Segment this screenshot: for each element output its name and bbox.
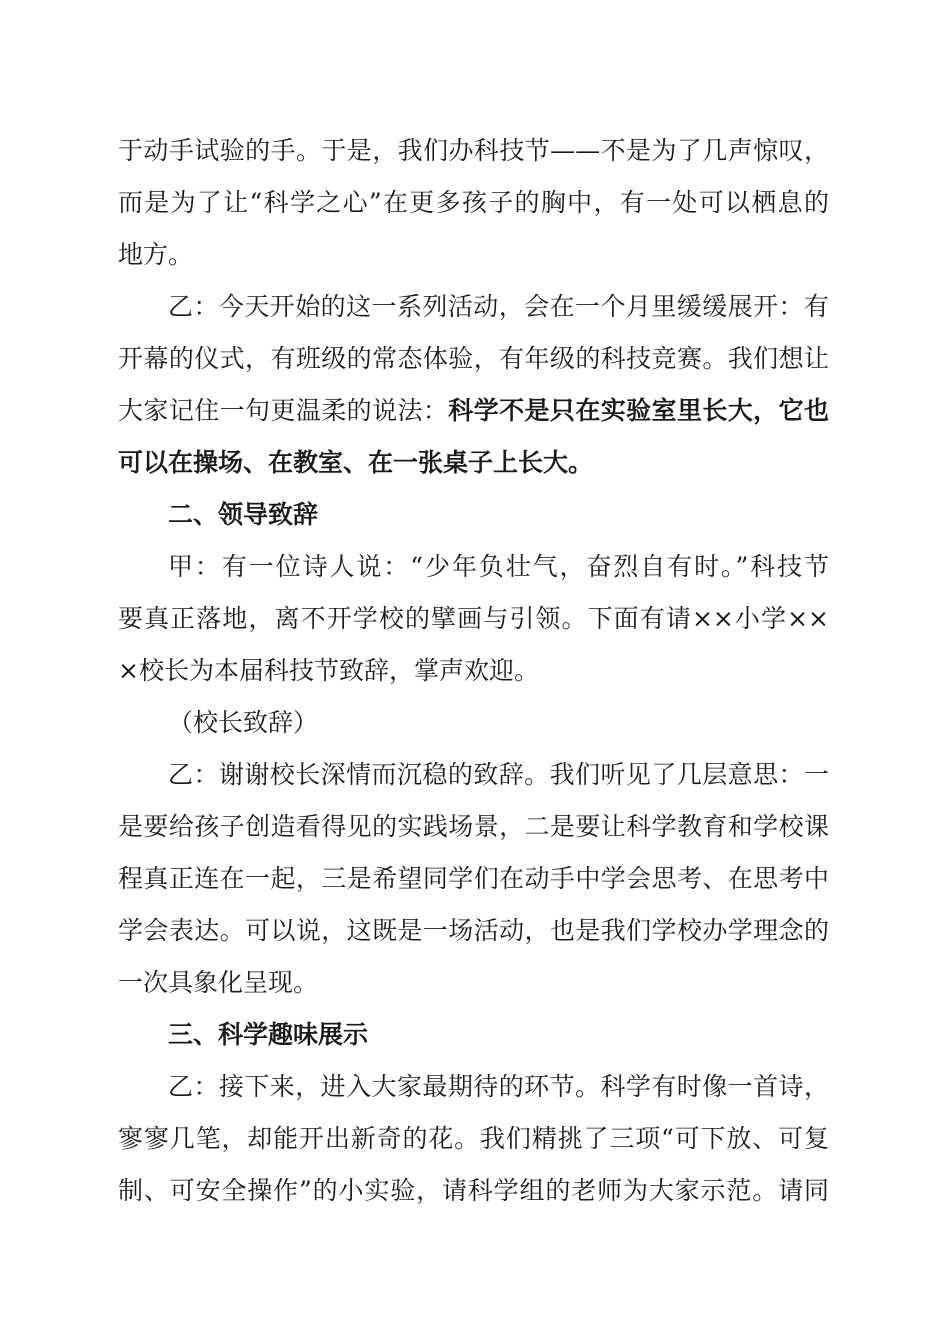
section-heading: 三、科学趣味展示 [168,1020,369,1049]
emphasis-text: 科学不是只在实验室里长大，它也 [448,396,829,425]
text-line: 一次具象化呈现。 [118,968,319,997]
text-line: 乙：接下来，进入大家最期待的环节。科学有时像一首诗， [168,1072,829,1101]
text-line: 开幕的仪式，有班级的常态体验，有年级的科技竞赛。我们想让 [118,344,829,373]
text-line: ×校长为本届科技节致辞，掌声欢迎。 [118,656,539,685]
text-line [118,385,829,437]
text-line: 乙：谢谢校长深情而沉稳的致辞。我们听见了几层意思：一 [168,760,829,789]
text-line: 是要给孩子创造看得见的实践场景，二是要让科学教育和学校课 [118,812,829,841]
emphasis-text: 可以在操场、在教室、在一张桌子上长大。 [118,448,594,477]
text-line: 学会表达。可以说，这既是一场活动，也是我们学校办学理念的 [118,916,829,945]
text-line: 甲：有一位诗人说：“少年负壮气，奋烈自有时。”科技节 [168,552,829,581]
text-line: 寥寥几笔，却能开出新奇的花。我们精挑了三项“可下放、可复 [118,1124,829,1153]
text-span: 大家记住一句更温柔的说法： [118,396,449,425]
stage-direction: （校长致辞） [168,708,319,737]
text-line: 地方。 [118,240,194,269]
text-line: 乙：今天开始的这一系列活动，会在一个月里缓缓展开：有 [168,292,829,321]
section-heading: 二、领导致辞 [168,500,319,529]
text-line: 要真正落地，离不开学校的擘画与引领。下面有请××小学×× [118,604,829,633]
text-line: 于动手试验的手。于是，我们办科技节——不是为了几声惊叹， [118,136,829,165]
text-line: 程真正连在一起，三是希望同学们在动手中学会思考、在思考中 [118,864,829,893]
text-line: 制、可安全操作”的小实验，请科学组的老师为大家示范。请同 [118,1176,829,1205]
text-line: 而是为了让“科学之心”在更多孩子的胸中，有一处可以栖息的 [118,188,829,217]
